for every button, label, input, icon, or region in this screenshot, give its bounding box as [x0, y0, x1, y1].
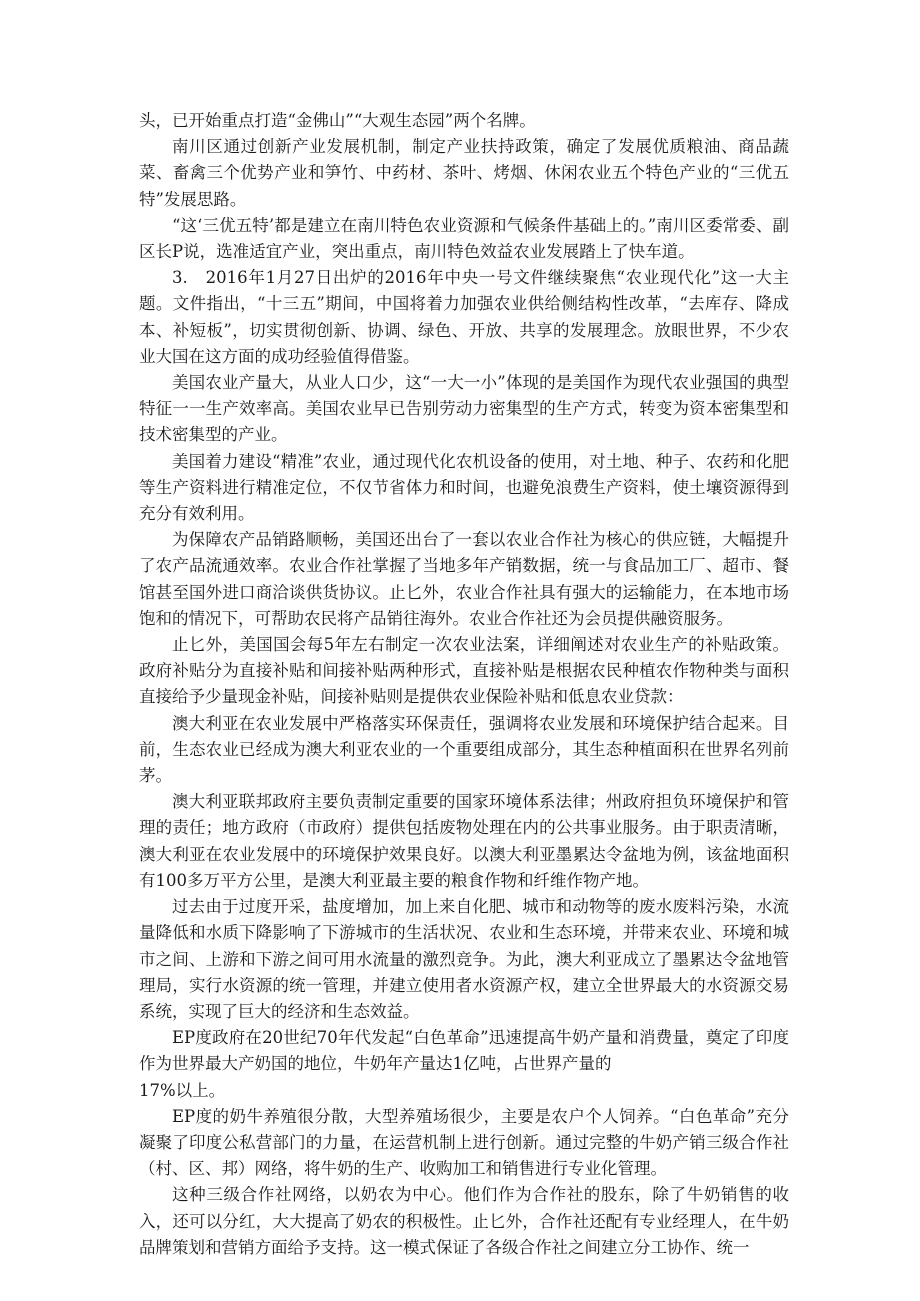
paragraph-6: 美国着力建设“精准”农业，通过现代化农机设备的使用，对土地、种子、农药和化肥等生产资料进行精准定位，不仅节省体力和时间，也避免浪费生产资料，使土壤资源得到充分有效利用。	[139, 451, 789, 524]
paragraph-4: 3. 2016年1月27日出炉的2016年中央一号文件继续聚焦“农业现代化”这一大主题。文件指出，“十三五”期间，中国将着力加强农业供给侧结构性改革，“去库存、降成本、补短板”，切实贯彻创新、协调、绿色、开放、共享的发展理念。放眼世界，不少农业大国在这方面的成功经验值得借鉴。	[139, 268, 789, 366]
paragraph-13: 17%以上。	[139, 1080, 226, 1100]
paragraph-10: 澳大利亚联邦政府主要负责制定重要的国家环境体系法律；州政府担负环境保护和管理的责任；地方政府（市政府）提供包括废物处理在内的公共事业服务。由于职责清晰，澳大利亚在农业发展中的环境保护效果良好。以澳大利亚墨累达令盆地为例，该盆地面积有100多万平方公里，是澳大利亚最主要的粮食作物和纤维作物产地。	[139, 792, 789, 890]
paragraph-11: 过去由于过度开采，盐度增加，加上来自化肥、城市和动物等的废水废料污染，水流量降低和水质下降影响了下游城市的生活状况、农业和生态环境，并带来农业、环境和城市之间、上游和下游之间可用水流量的激烈竞争。为此，澳大利亚成立了墨累达令盆地管理局，实行水资源的统一管理，并建立使用者水资源产权，建立全世界最大的水资源交易系统，实现了巨大的经济和生态效益。	[139, 897, 789, 1021]
paragraph-1: 头，已开始重点打造“金佛山”“大观生态园”两个名牌。	[139, 111, 536, 130]
paragraph-3: “这‘三优五特’都是建立在南川特色农业资源和气候条件基础上的。”南川区委常委、副区长P说，选准适宜产业，突出重点，南川特色效益农业发展踏上了快车道。	[139, 215, 789, 262]
paragraph-12: EP度政府在20世纪70年代发起“白色革命”迅速提高牛奶产量和消费量，奠定了印度作为世界最大产奶国的地位，牛奶年产量达1亿吨，占世界产量的	[139, 1028, 789, 1074]
paragraph-15: 这种三级合作社网络，以奶农为中心。他们作为合作社的股东，除了牛奶销售的收入，还可以分红，大大提高了奶农的积极性。止匕外，合作社还配有专业经理人，在牛奶品牌策划和营销方面给予支持。这一模式保证了各级合作社之间建立分工协作、统一	[139, 1185, 789, 1257]
document-body	[139, 108, 789, 1261]
paragraph-8: 止匕外，美国国会每5年左右制定一次农业法案，详细阐述对农业生产的补贴政策。政府补贴分为直接补贴和间接补贴两种形式，直接补贴是根据农民种植农作物种类与面积直接给予少量现金补贴，间接补贴则是提供农业保险补贴和低息农业贷款：	[139, 635, 789, 707]
paragraph-2: 南川区通过创新产业发展机制，制定产业扶持政策，确定了发展优质粮油、商品蔬菜、畜禽三个优势产业和笋竹、中药材、茶叶、烤烟、休闲农业五个特色产业的“三优五特”发展思路。	[139, 137, 789, 209]
paragraph-9: 澳大利亚在农业发展中严格落实环保责任，强调将农业发展和环境保护结合起来。目前，生态农业已经成为澳大利亚农业的一个重要组成部分，其生态种植面积在世界名列前茅。	[139, 713, 789, 786]
paragraph-7: 为保障农产品销路顺畅，美国还出台了一套以农业合作社为核心的供应链，大幅提升了农产品流通效率。农业合作社掌握了当地多年产销数据，统一与食品加工厂、超市、餐馆甚至国外进口商洽谈供货协议。止匕外，农业合作社具有强大的运输能力，在本地市场饱和的情况下，可帮助农民将产品销往海外。农业合作社还为会员提供融资服务。	[139, 530, 789, 628]
paragraph-5: 美国农业产量大，从业人口少，这“一大一小”体现的是美国作为现代农业强国的典型特征一一生产效率高。美国农业早已告别劳动力密集型的生产方式，转变为资本密集型和技术密集型的产业。	[139, 373, 789, 445]
paragraph-14: EP度的奶牛养殖很分散，大型养殖场很少，主要是农户个人饲养。“白色革命”充分凝聚了印度公私营部门的力量，在运营机制上进行创新。通过完整的牛奶产销三级合作社（村、区、邦）网络，将牛奶的生产、收购加工和销售进行专业化管理。	[139, 1106, 789, 1179]
